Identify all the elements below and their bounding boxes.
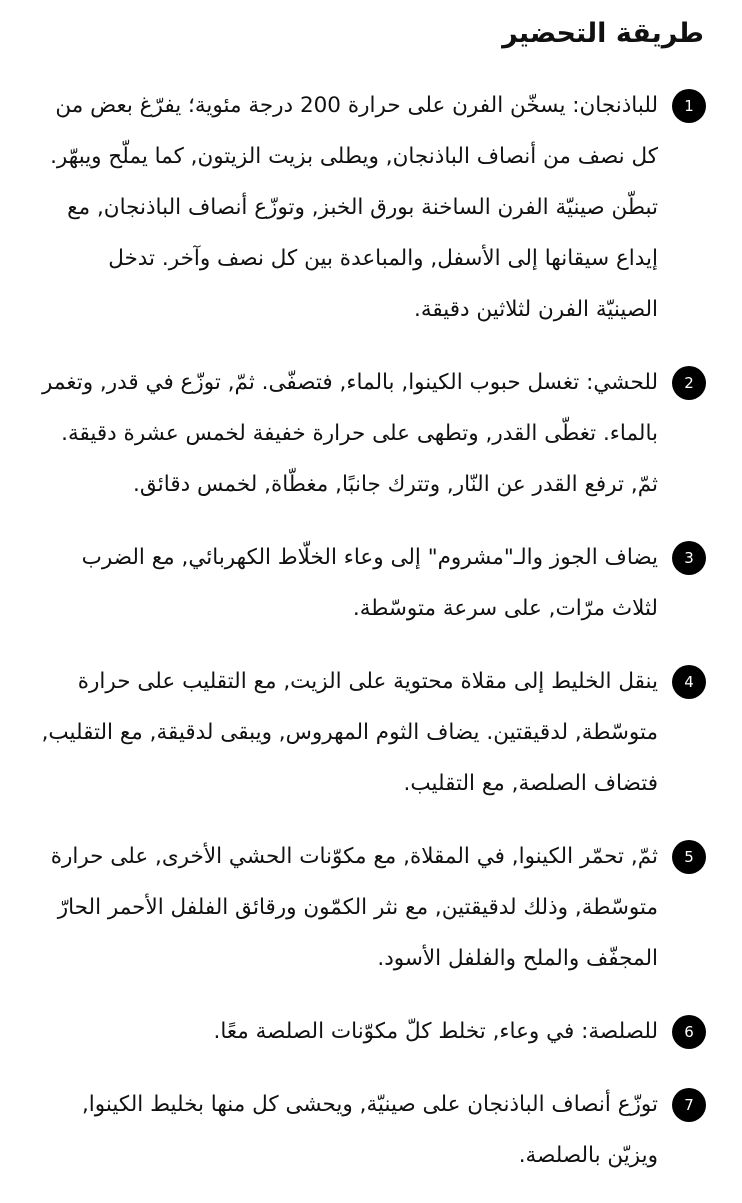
step-item-7: [40, 1079, 706, 1181]
step-item-2: [40, 357, 706, 510]
step-text: للحشي: تغسل حبوب الكينوا, بالماء, فتصفّى. ثمّ, توزّع في قدر, وتغمر بالماء. تغطّى القدر, وتطهى على حرارة خفيفة لخمس عشرة دقيقة. ثمّ, ترفع القدر عن النّار, وتترك جانبًا, مغطّاة, لخمس دقائق.: [42, 370, 658, 497]
step-text: ثمّ, تحمّر الكينوا, في المقلاة, مع مكوّنات الحشي الأخرى, على حرارة متوسّطة, وذلك لدقيقتين, مع نثر الكمّون ورقائق الفلفل الأحمر الحارّ المجفّف والملح والفلفل الأسود.: [50, 844, 658, 971]
step-text: للباذنجان: يسخّن الفرن على حرارة 200 درجة مئوية؛ يفرّغ بعض من كل نصف من أنصاف الباذنجان, ويطلى بزيت الزيتون, كما يملّح ويبهّر. تبطّن صينيّة الفرن الساخنة بورق الخبز, وتوزّع أنصاف الباذنجان, مع إيداع سيقانها إلى الأسفل, والمباعدة بين كل نصف وآخر. تدخل الصينيّة الفرن لثلاثين دقيقة.: [50, 93, 658, 322]
step-number-badge: 6: [672, 1015, 706, 1049]
step-text: ينقل الخليط إلى مقلاة محتوية على الزيت, مع التقليب على حرارة متوسّطة, لدقيقتين. يضاف الثوم المهروس, ويبقى لدقيقة, مع التقليب, فتضاف الصلصة, مع التقليب.: [41, 669, 658, 796]
steps-list: [40, 80, 706, 1203]
section-title: طريقة التحضير: [502, 18, 704, 49]
step-number-badge: 7: [672, 1088, 706, 1122]
step-number-badge: 4: [672, 665, 706, 699]
step-number-badge: 5: [672, 840, 706, 874]
step-item-3: [40, 532, 706, 634]
step-number-badge: 2: [672, 366, 706, 400]
step-text: يضاف الجوز والـ"مشروم" إلى وعاء الخلّاط الكهربائي, مع الضرب لثلاث مرّات, على سرعة متوسّطة.: [81, 545, 658, 621]
step-item-1: [40, 80, 706, 335]
step-number-badge: 3: [672, 541, 706, 575]
step-text: توزّع أنصاف الباذنجان على صينيّة, ويحشى كل منها بخليط الكينوا, ويزيّن بالصلصة.: [81, 1092, 658, 1168]
step-text: للصلصة: في وعاء, تخلط كلّ مكوّنات الصلصة معًا.: [213, 1019, 658, 1044]
step-item-5: [40, 831, 706, 984]
step-number-badge: 1: [672, 89, 706, 123]
step-item-6: [40, 1006, 706, 1057]
step-item-4: [40, 656, 706, 809]
